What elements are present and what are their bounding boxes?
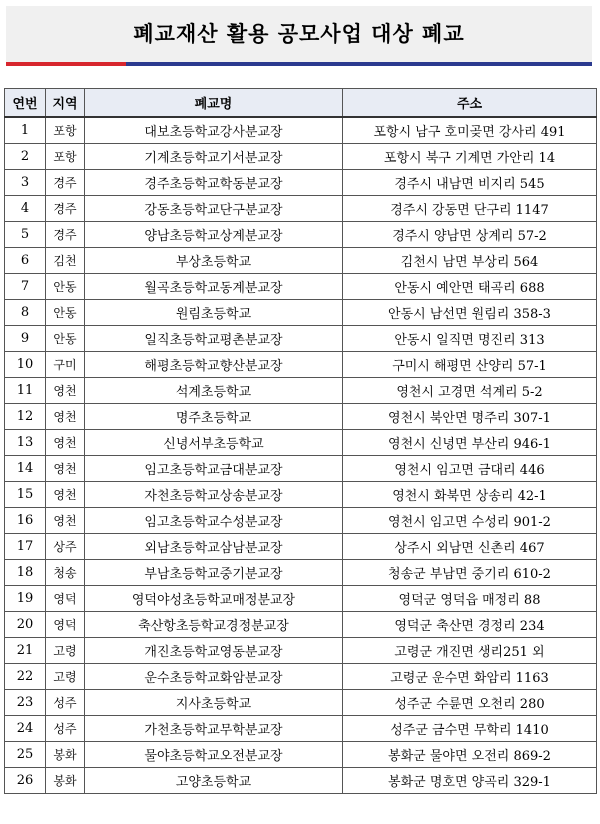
cell-region: 상주 — [46, 534, 85, 560]
cell-school-name: 지사초등학교 — [85, 690, 343, 716]
cell-address: 영천시 북안면 명주리 307-1 — [343, 404, 597, 430]
table-body — [5, 117, 597, 794]
cell-school-name: 개진초등학교영동분교장 — [85, 638, 343, 664]
cell-region: 영덕 — [46, 612, 85, 638]
header-number: 연번 — [5, 89, 46, 118]
table-row — [5, 508, 597, 534]
cell-region: 안동 — [46, 300, 85, 326]
cell-number: 7 — [5, 274, 46, 300]
table-row — [5, 196, 597, 222]
cell-region: 영천 — [46, 456, 85, 482]
cell-number: 20 — [5, 612, 46, 638]
cell-school-name: 외남초등학교삼남분교장 — [85, 534, 343, 560]
cell-address: 상주시 외남면 신촌리 467 — [343, 534, 597, 560]
cell-region: 포항 — [46, 117, 85, 144]
cell-number: 12 — [5, 404, 46, 430]
cell-region: 영천 — [46, 482, 85, 508]
cell-address: 경주시 양남면 상계리 57-2 — [343, 222, 597, 248]
table-row — [5, 742, 597, 768]
header-region: 지역 — [46, 89, 85, 118]
cell-school-name: 고양초등학교 — [85, 768, 343, 794]
cell-school-name: 자천초등학교상송분교장 — [85, 482, 343, 508]
table-row — [5, 768, 597, 794]
cell-school-name: 일직초등학교평촌분교장 — [85, 326, 343, 352]
cell-number: 11 — [5, 378, 46, 404]
cell-address: 김천시 남면 부상리 564 — [343, 248, 597, 274]
cell-region: 구미 — [46, 352, 85, 378]
cell-address: 영천시 화북면 상송리 42-1 — [343, 482, 597, 508]
cell-number: 19 — [5, 586, 46, 612]
table-row — [5, 117, 597, 144]
cell-school-name: 강동초등학교단구분교장 — [85, 196, 343, 222]
cell-number: 4 — [5, 196, 46, 222]
cell-region: 안동 — [46, 326, 85, 352]
header-school-name: 폐교명 — [85, 89, 343, 118]
cell-address: 영덕군 영덕읍 매정리 88 — [343, 586, 597, 612]
table-row — [5, 352, 597, 378]
cell-region: 경주 — [46, 222, 85, 248]
cell-school-name: 가천초등학교무학분교장 — [85, 716, 343, 742]
cell-address: 안동시 예안면 태곡리 688 — [343, 274, 597, 300]
cell-number: 14 — [5, 456, 46, 482]
table-row — [5, 378, 597, 404]
title-box — [6, 6, 592, 62]
cell-address: 영천시 임고면 수성리 901-2 — [343, 508, 597, 534]
cell-address: 포항시 남구 호미곶면 강사리 491 — [343, 117, 597, 144]
table-row — [5, 534, 597, 560]
table-row — [5, 144, 597, 170]
cell-region: 청송 — [46, 560, 85, 586]
cell-school-name: 부상초등학교 — [85, 248, 343, 274]
table-row — [5, 300, 597, 326]
cell-school-name: 기계초등학교기서분교장 — [85, 144, 343, 170]
cell-number: 3 — [5, 170, 46, 196]
table-row — [5, 430, 597, 456]
cell-address: 영천시 신녕면 부산리 946-1 — [343, 430, 597, 456]
cell-region: 고령 — [46, 638, 85, 664]
cell-number: 9 — [5, 326, 46, 352]
title-red-bar — [6, 62, 126, 66]
cell-school-name: 부남초등학교중기분교장 — [85, 560, 343, 586]
cell-address: 경주시 내남면 비지리 545 — [343, 170, 597, 196]
cell-number: 26 — [5, 768, 46, 794]
cell-address: 청송군 부남면 중기리 610-2 — [343, 560, 597, 586]
cell-address: 영천시 임고면 금대리 446 — [343, 456, 597, 482]
cell-number: 13 — [5, 430, 46, 456]
cell-address: 영천시 고경면 석계리 5-2 — [343, 378, 597, 404]
cell-school-name: 운수초등학교화암분교장 — [85, 664, 343, 690]
cell-number: 17 — [5, 534, 46, 560]
table-row — [5, 482, 597, 508]
cell-region: 성주 — [46, 690, 85, 716]
cell-address: 봉화군 명호면 양곡리 329-1 — [343, 768, 597, 794]
cell-number: 8 — [5, 300, 46, 326]
cell-school-name: 임고초등학교금대분교장 — [85, 456, 343, 482]
cell-number: 16 — [5, 508, 46, 534]
table-row — [5, 664, 597, 690]
table-row — [5, 222, 597, 248]
table-row — [5, 560, 597, 586]
cell-region: 안동 — [46, 274, 85, 300]
cell-address: 고령군 운수면 화암리 1163 — [343, 664, 597, 690]
cell-region: 영천 — [46, 430, 85, 456]
cell-address: 영덕군 축산면 경정리 234 — [343, 612, 597, 638]
cell-number: 1 — [5, 117, 46, 144]
table-row — [5, 456, 597, 482]
cell-region: 성주 — [46, 716, 85, 742]
cell-school-name: 경주초등학교학동분교장 — [85, 170, 343, 196]
cell-address: 포항시 북구 기계면 가안리 14 — [343, 144, 597, 170]
cell-number: 23 — [5, 690, 46, 716]
cell-number: 24 — [5, 716, 46, 742]
table-row — [5, 638, 597, 664]
page-title: 폐교재산 활용 공모사업 대상 폐교 — [133, 22, 465, 46]
cell-address: 경주시 강동면 단구리 1147 — [343, 196, 597, 222]
cell-school-name: 명주초등학교 — [85, 404, 343, 430]
cell-address: 안동시 일직면 명진리 313 — [343, 326, 597, 352]
table-row — [5, 586, 597, 612]
cell-region: 영덕 — [46, 586, 85, 612]
cell-address: 봉화군 물야면 오전리 869-2 — [343, 742, 597, 768]
cell-region: 영천 — [46, 508, 85, 534]
cell-region: 김천 — [46, 248, 85, 274]
cell-number: 21 — [5, 638, 46, 664]
cell-number: 22 — [5, 664, 46, 690]
cell-region: 포항 — [46, 144, 85, 170]
cell-school-name: 월곡초등학교동계분교장 — [85, 274, 343, 300]
cell-number: 2 — [5, 144, 46, 170]
table-row — [5, 274, 597, 300]
cell-number: 5 — [5, 222, 46, 248]
cell-school-name: 양남초등학교상계분교장 — [85, 222, 343, 248]
cell-region: 영천 — [46, 378, 85, 404]
table-row — [5, 326, 597, 352]
cell-region: 영천 — [46, 404, 85, 430]
cell-address: 성주군 수륜면 오천리 280 — [343, 690, 597, 716]
table-header-row — [5, 89, 597, 118]
header-address: 주소 — [343, 89, 597, 118]
cell-number: 18 — [5, 560, 46, 586]
table-row — [5, 170, 597, 196]
cell-number: 15 — [5, 482, 46, 508]
title-blue-bar — [126, 62, 592, 66]
school-table — [4, 88, 597, 794]
cell-region: 고령 — [46, 664, 85, 690]
cell-number: 25 — [5, 742, 46, 768]
table-row — [5, 716, 597, 742]
cell-region: 봉화 — [46, 768, 85, 794]
cell-address: 고령군 개진면 생리251 외 — [343, 638, 597, 664]
cell-school-name: 물야초등학교오전분교장 — [85, 742, 343, 768]
cell-address: 안동시 남선면 원림리 358-3 — [343, 300, 597, 326]
cell-school-name: 원림초등학교 — [85, 300, 343, 326]
cell-school-name: 대보초등학교강사분교장 — [85, 117, 343, 144]
cell-region: 경주 — [46, 170, 85, 196]
cell-address: 성주군 금수면 무학리 1410 — [343, 716, 597, 742]
cell-region: 봉화 — [46, 742, 85, 768]
cell-school-name: 영덕야성초등학교매정분교장 — [85, 586, 343, 612]
table-row — [5, 404, 597, 430]
cell-number: 10 — [5, 352, 46, 378]
cell-address: 구미시 해평면 산양리 57-1 — [343, 352, 597, 378]
cell-school-name: 임고초등학교수성분교장 — [85, 508, 343, 534]
cell-school-name: 신녕서부초등학교 — [85, 430, 343, 456]
cell-school-name: 축산항초등학교경정분교장 — [85, 612, 343, 638]
cell-region: 경주 — [46, 196, 85, 222]
cell-school-name: 해평초등학교향산분교장 — [85, 352, 343, 378]
cell-school-name: 석계초등학교 — [85, 378, 343, 404]
table-row — [5, 690, 597, 716]
table-row — [5, 248, 597, 274]
table-row — [5, 612, 597, 638]
cell-number: 6 — [5, 248, 46, 274]
